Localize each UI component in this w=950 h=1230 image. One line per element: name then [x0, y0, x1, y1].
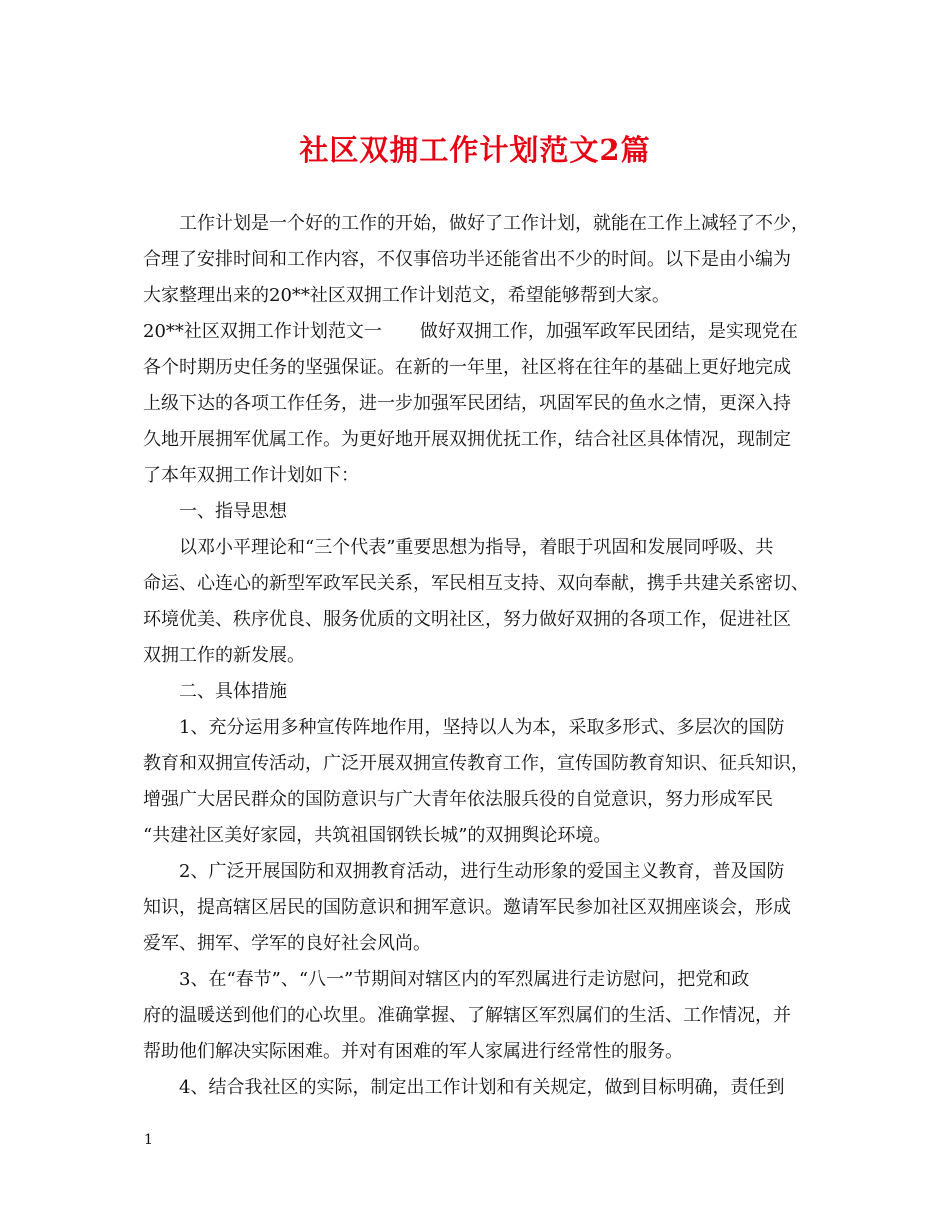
paragraph-line: 上级下达的各项工作任务，进一步加强军民团结，巩固军民的鱼水之情，更深入持 — [143, 393, 791, 414]
paragraph-line: 2、广泛开展国防和双拥教育活动，进行生动形象的爱国主义教育，普及国防 — [179, 861, 785, 882]
paragraph-line: 帮助他们解决实际困难。并对有困难的军人家属进行经常性的服务。 — [143, 1041, 683, 1062]
page-number: 1 — [144, 1132, 153, 1148]
paragraph-line: 双拥工作的新发展。 — [143, 645, 305, 666]
paragraph-line: 久地开展拥军优属工作。为更好地开展双拥优抚工作，结合社区具体情况，现制定 — [143, 429, 791, 450]
paragraph-line: 爱军、拥军、学军的良好社会风尚。 — [143, 933, 431, 954]
document-body — [143, 206, 809, 1106]
paragraph-line: 大家整理出来的20**社区双拥工作计划范文，希望能够帮到大家。 — [143, 285, 670, 306]
paragraph-line: 1、充分运用多种宣传阵地作用，坚持以人为本，采取多形式、多层次的国防 — [179, 717, 785, 738]
paragraph-line: 环境优美、秩序优良、服务优质的文明社区，努力做好双拥的各项工作，促进社区 — [143, 609, 791, 630]
document-title: 社区双拥工作计划范文2篇 — [299, 133, 651, 167]
paragraph-line: 各个时期历史任务的坚强保证。在新的一年里，社区将在往年的基础上更好地完成 — [143, 357, 791, 378]
paragraph-line: 教育和双拥宣传活动，广泛开展双拥宣传教育工作，宣传国防教育知识、征兵知识， — [143, 753, 809, 774]
paragraph-line: “共建社区美好家园，共筑祖国钢铁长城”的双拥舆论环境。 — [143, 825, 612, 846]
section-heading: 二、具体措施 — [179, 681, 287, 702]
paragraph-line: 3、在“春节”、“八一”节期间对辖区内的军烈属进行走访慰问，把党和政 — [179, 969, 750, 990]
section-heading: 20**社区双拥工作计划范文一 — [143, 321, 382, 342]
paragraph-line: 知识，提高辖区居民的国防意识和拥军意识。邀请军民参加社区双拥座谈会，形成 — [143, 897, 791, 918]
paragraph-line: 以邓小平理论和“三个代表”重要思想为指导，着眼于巩固和发展同呼吸、共 — [179, 537, 774, 558]
paragraph-line: 了本年双拥工作计划如下： — [143, 465, 359, 486]
paragraph-line: 府的温暖送到他们的心坎里。准确掌握、了解辖区军烈属们的生活、工作情况，并 — [143, 1005, 791, 1026]
paragraph-line — [143, 314, 809, 350]
paragraph-line: 命运、心连心的新型军政军民关系，军民相互支持、双向奉献，携手共建关系密切、 — [143, 573, 809, 594]
paragraph-line: 增强广大居民群众的国防意识与广大青年依法服兵役的自觉意识，努力形成军民 — [143, 789, 773, 810]
section-heading: 一、指导思想 — [179, 501, 287, 522]
paragraph-line: 工作计划是一个好的工作的开始，做好了工作计划，就能在工作上减轻了不少， — [179, 213, 809, 234]
paragraph-line: 合理了安排时间和工作内容，不仅事倍功半还能省出不少的时间。以下是由小编为 — [143, 249, 791, 270]
paragraph-line: 4、结合我社区的实际，制定出工作计划和有关规定，做到目标明确，责任到 — [179, 1077, 785, 1098]
paragraph-text: 做好双拥工作，加强军政军民团结，是实现党在 — [419, 321, 798, 342]
